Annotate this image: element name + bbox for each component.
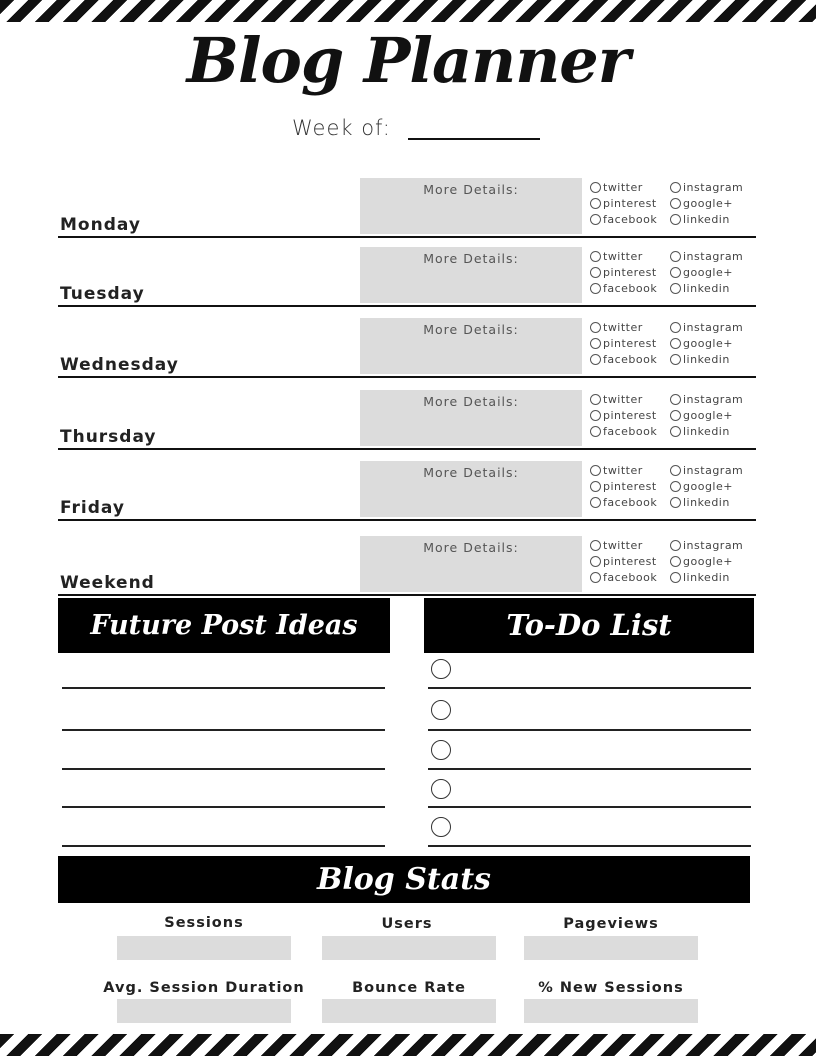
radio-circle-icon[interactable] — [670, 338, 681, 349]
social-options — [590, 538, 760, 584]
social-option-label: facebook — [603, 495, 658, 509]
social-option-label: linkedin — [683, 495, 730, 509]
social-option-facebook[interactable] — [590, 570, 670, 584]
social-options — [590, 463, 760, 509]
radio-circle-icon[interactable] — [590, 540, 601, 551]
more-details-box[interactable] — [360, 318, 582, 374]
radio-circle-icon[interactable] — [670, 556, 681, 567]
social-option-facebook[interactable] — [590, 352, 670, 366]
social-option-instagram[interactable] — [670, 392, 760, 406]
social-option-label: twitter — [603, 463, 643, 477]
social-option-pinterest[interactable] — [590, 265, 670, 279]
social-option-twitter[interactable] — [590, 392, 670, 406]
stat-label-users: Users — [381, 916, 433, 932]
blog-stats-banner — [58, 856, 750, 903]
todo-line[interactable] — [428, 729, 751, 731]
radio-circle-icon[interactable] — [670, 540, 681, 551]
stat-label-pageviews: Pageviews — [563, 916, 659, 932]
social-option-label: google+ — [683, 196, 733, 210]
radio-circle-icon[interactable] — [590, 198, 601, 209]
day-name: Friday — [60, 498, 125, 518]
idea-line[interactable] — [62, 729, 385, 731]
day-name: Monday — [60, 215, 141, 235]
social-option-label: google+ — [683, 554, 733, 568]
social-option-label: twitter — [603, 392, 643, 406]
social-option-pinterest[interactable] — [590, 408, 670, 422]
idea-line[interactable] — [62, 768, 385, 770]
social-options — [590, 320, 760, 366]
social-option-label: linkedin — [683, 212, 730, 226]
radio-circle-icon[interactable] — [590, 426, 601, 437]
day-row — [58, 247, 756, 307]
idea-line[interactable] — [62, 806, 385, 808]
idea-line[interactable] — [62, 687, 385, 689]
social-option-label: facebook — [603, 424, 658, 438]
social-option-google-plus[interactable] — [670, 408, 760, 422]
social-option-twitter[interactable] — [590, 320, 670, 334]
social-option-google-plus[interactable] — [670, 196, 760, 210]
social-option-label: google+ — [683, 479, 733, 493]
social-option-facebook[interactable] — [590, 495, 670, 509]
social-option-twitter[interactable] — [590, 249, 670, 263]
radio-circle-icon[interactable] — [590, 572, 601, 583]
stat-field-new-sessions[interactable] — [524, 999, 698, 1023]
social-option-label: google+ — [683, 265, 733, 279]
stat-label-avg-session-duration: Avg. Session Duration — [103, 980, 305, 996]
social-option-label: linkedin — [683, 570, 730, 584]
stat-label-new-sessions: % New Sessions — [538, 980, 684, 996]
todo-line[interactable] — [428, 687, 751, 689]
day-divider — [58, 305, 756, 307]
social-option-label: twitter — [603, 249, 643, 263]
social-option-google-plus[interactable] — [670, 265, 760, 279]
social-option-instagram[interactable] — [670, 463, 760, 477]
radio-circle-icon[interactable] — [670, 481, 681, 492]
more-details-box[interactable] — [360, 178, 582, 234]
social-option-instagram[interactable] — [670, 538, 760, 552]
more-details-box[interactable] — [360, 247, 582, 303]
social-option-linkedin[interactable] — [670, 352, 760, 366]
stat-field-bounce-rate[interactable] — [322, 999, 496, 1023]
radio-circle-icon[interactable] — [590, 338, 601, 349]
social-option-label: facebook — [603, 352, 658, 366]
social-option-label: facebook — [603, 570, 658, 584]
social-option-label: instagram — [683, 320, 744, 334]
social-options — [590, 249, 760, 295]
day-name: Weekend — [60, 573, 155, 593]
blog-stats-title: Blog Stats — [317, 862, 491, 897]
radio-circle-icon[interactable] — [590, 182, 601, 193]
social-option-linkedin[interactable] — [670, 424, 760, 438]
social-option-label: instagram — [683, 180, 744, 194]
social-option-google-plus[interactable] — [670, 479, 760, 493]
radio-circle-icon[interactable] — [590, 394, 601, 405]
radio-circle-icon[interactable] — [590, 497, 601, 508]
social-options — [590, 392, 760, 438]
todo-checkbox[interactable] — [431, 817, 451, 837]
radio-circle-icon[interactable] — [670, 394, 681, 405]
social-option-label: pinterest — [603, 196, 657, 210]
social-option-label: facebook — [603, 212, 658, 226]
todo-line[interactable] — [428, 845, 751, 847]
radio-circle-icon[interactable] — [670, 322, 681, 333]
more-details-box[interactable] — [360, 461, 582, 517]
todo-list-banner — [424, 598, 754, 653]
radio-circle-icon[interactable] — [590, 556, 601, 567]
social-option-label: linkedin — [683, 281, 730, 295]
social-option-facebook[interactable] — [590, 212, 670, 226]
social-option-label: pinterest — [603, 265, 657, 279]
todo-checkbox[interactable] — [431, 659, 451, 679]
day-divider — [58, 519, 756, 521]
radio-circle-icon[interactable] — [590, 410, 601, 421]
page-title: Blog Planner — [186, 24, 630, 97]
more-details-label: More Details: — [423, 182, 519, 197]
todo-line[interactable] — [428, 806, 751, 808]
day-divider — [58, 448, 756, 450]
social-option-twitter[interactable] — [590, 538, 670, 552]
social-option-linkedin[interactable] — [670, 281, 760, 295]
social-option-label: instagram — [683, 392, 744, 406]
week-of-label: Week of: — [292, 116, 391, 140]
stat-label-sessions: Sessions — [164, 915, 244, 931]
day-row — [58, 318, 756, 378]
social-option-label: linkedin — [683, 424, 730, 438]
social-option-instagram[interactable] — [670, 249, 760, 263]
stat-field-users[interactable] — [322, 936, 496, 960]
social-option-label: pinterest — [603, 479, 657, 493]
todo-checkbox[interactable] — [431, 779, 451, 799]
day-row — [58, 461, 756, 521]
todo-line[interactable] — [428, 768, 751, 770]
social-option-google-plus[interactable] — [670, 554, 760, 568]
social-option-label: google+ — [683, 336, 733, 350]
social-option-label: twitter — [603, 538, 643, 552]
more-details-label: More Details: — [423, 322, 519, 337]
radio-circle-icon[interactable] — [670, 182, 681, 193]
radio-circle-icon[interactable] — [670, 354, 681, 365]
more-details-box[interactable] — [360, 536, 582, 592]
radio-circle-icon[interactable] — [590, 283, 601, 294]
stat-label-bounce-rate: Bounce Rate — [352, 980, 466, 996]
radio-circle-icon[interactable] — [670, 267, 681, 278]
social-option-twitter[interactable] — [590, 180, 670, 194]
social-option-facebook[interactable] — [590, 281, 670, 295]
idea-line[interactable] — [62, 845, 385, 847]
todo-checkbox[interactable] — [431, 740, 451, 760]
bottom-stripe-border — [0, 1034, 816, 1056]
social-option-label: pinterest — [603, 408, 657, 422]
more-details-label: More Details: — [423, 540, 519, 555]
day-name: Thursday — [60, 427, 157, 447]
social-option-linkedin[interactable] — [670, 570, 760, 584]
social-option-instagram[interactable] — [670, 180, 760, 194]
radio-circle-icon[interactable] — [670, 410, 681, 421]
social-option-label: instagram — [683, 249, 744, 263]
radio-circle-icon[interactable] — [670, 572, 681, 583]
social-option-instagram[interactable] — [670, 320, 760, 334]
social-option-label: google+ — [683, 408, 733, 422]
radio-circle-icon[interactable] — [670, 283, 681, 294]
radio-circle-icon[interactable] — [590, 322, 601, 333]
todo-list-title: To-Do List — [506, 608, 672, 642]
stat-field-sessions[interactable] — [117, 936, 291, 960]
day-row — [58, 536, 756, 596]
social-option-label: linkedin — [683, 352, 730, 366]
social-option-linkedin[interactable] — [670, 495, 760, 509]
week-of-field[interactable] — [408, 138, 540, 140]
more-details-label: More Details: — [423, 465, 519, 480]
social-option-pinterest[interactable] — [590, 336, 670, 350]
social-option-label: pinterest — [603, 336, 657, 350]
social-options — [590, 180, 760, 226]
day-divider — [58, 594, 756, 596]
day-name: Tuesday — [60, 284, 145, 304]
future-post-ideas-title: Future Post Ideas — [90, 610, 358, 641]
social-option-twitter[interactable] — [590, 463, 670, 477]
social-option-pinterest[interactable] — [590, 479, 670, 493]
more-details-box[interactable] — [360, 390, 582, 446]
radio-circle-icon[interactable] — [670, 465, 681, 476]
social-option-label: facebook — [603, 281, 658, 295]
day-name: Wednesday — [60, 355, 179, 375]
day-row — [58, 178, 756, 238]
social-option-label: instagram — [683, 538, 744, 552]
stat-field-pageviews[interactable] — [524, 936, 698, 960]
todo-checkbox[interactable] — [431, 700, 451, 720]
future-post-ideas-banner — [58, 598, 390, 653]
social-option-facebook[interactable] — [590, 424, 670, 438]
social-option-pinterest[interactable] — [590, 554, 670, 568]
radio-circle-icon[interactable] — [670, 198, 681, 209]
radio-circle-icon[interactable] — [590, 481, 601, 492]
radio-circle-icon[interactable] — [590, 354, 601, 365]
social-option-label: instagram — [683, 463, 744, 477]
radio-circle-icon[interactable] — [670, 214, 681, 225]
social-option-label: twitter — [603, 320, 643, 334]
day-row — [58, 390, 756, 450]
more-details-label: More Details: — [423, 251, 519, 266]
social-option-pinterest[interactable] — [590, 196, 670, 210]
social-option-linkedin[interactable] — [670, 212, 760, 226]
social-option-label: pinterest — [603, 554, 657, 568]
social-option-google-plus[interactable] — [670, 336, 760, 350]
stat-field-avg-session-duration[interactable] — [117, 999, 291, 1023]
top-stripe-border — [0, 0, 816, 22]
radio-circle-icon[interactable] — [590, 251, 601, 262]
radio-circle-icon[interactable] — [590, 465, 601, 476]
radio-circle-icon[interactable] — [590, 267, 601, 278]
radio-circle-icon[interactable] — [670, 426, 681, 437]
radio-circle-icon[interactable] — [590, 214, 601, 225]
more-details-label: More Details: — [423, 394, 519, 409]
social-option-label: twitter — [603, 180, 643, 194]
day-divider — [58, 376, 756, 378]
radio-circle-icon[interactable] — [670, 497, 681, 508]
radio-circle-icon[interactable] — [670, 251, 681, 262]
day-divider — [58, 236, 756, 238]
